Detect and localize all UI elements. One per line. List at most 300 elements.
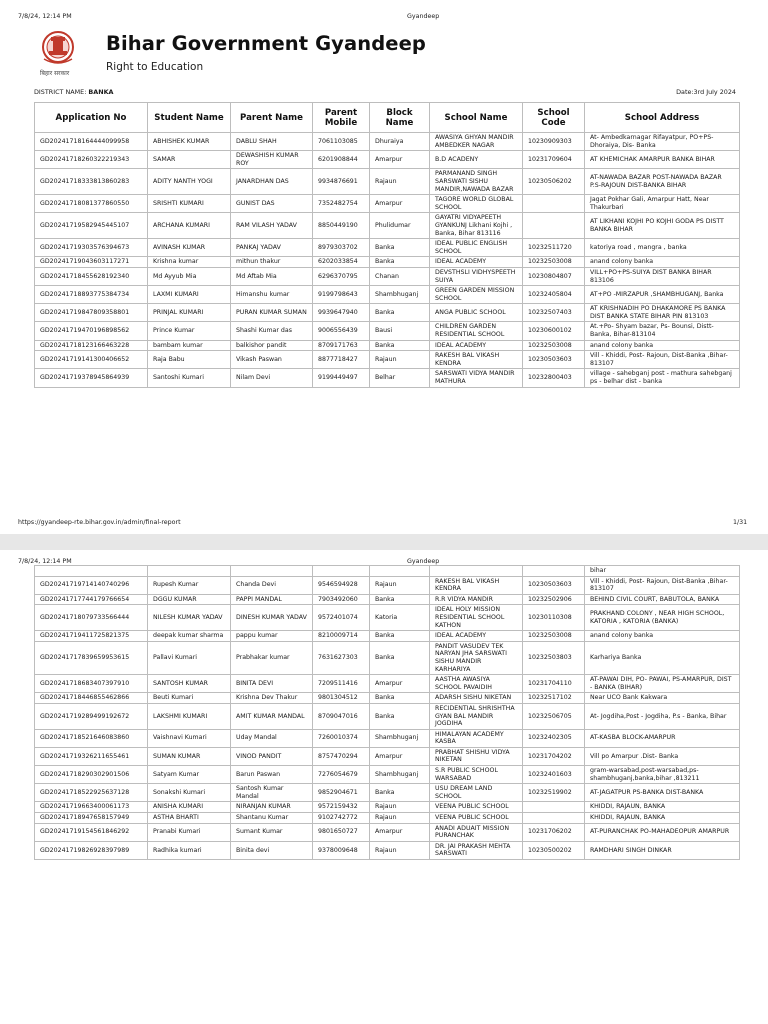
application-no-cell: GD20241719714140740296 bbox=[35, 576, 148, 594]
school-name-cell: USU DREAM LAND SCHOOL bbox=[430, 784, 523, 802]
school-name-cell: DEVSTHSLI VIDHYSPEETH SUIYA bbox=[430, 267, 523, 285]
school-address-cell: anand colony banka bbox=[585, 257, 740, 268]
table-row bbox=[35, 641, 740, 674]
block-name-cell: Belhar bbox=[370, 369, 430, 387]
student-name-cell: AVINASH KUMAR bbox=[148, 239, 231, 257]
school-address-cell: KHIDDI, RAJAUN, BANKA bbox=[585, 813, 740, 824]
parent-name-cell: RAM VILASH YADAV bbox=[231, 213, 313, 239]
school-code-cell: 10232503803 bbox=[523, 641, 585, 674]
district-value: BANKA bbox=[88, 88, 114, 96]
school-address-cell: Vill - Khiddi, Post- Rajoun, Dist-Banka ,Bihar-813107 bbox=[585, 576, 740, 594]
parent-name-cell: Barun Paswan bbox=[231, 766, 313, 784]
parent-mobile-cell bbox=[313, 566, 370, 577]
school-name-cell: SARSWATI VIDYA MANDIR MATHURA bbox=[430, 369, 523, 387]
print-site-name: Gyandeep bbox=[407, 13, 440, 20]
table-row bbox=[35, 576, 740, 594]
school-address-cell: Vill po Amarpur .Dist- Banka bbox=[585, 747, 740, 765]
student-name-cell: Sonakshi Kumari bbox=[148, 784, 231, 802]
application-no-cell: GD20241717744179766654 bbox=[35, 594, 148, 605]
application-no-cell: GD20241719663400061173 bbox=[35, 802, 148, 813]
school-code-cell bbox=[523, 213, 585, 239]
school-address-cell: RAMDHARI SINGH DINKAR bbox=[585, 841, 740, 859]
application-no-cell: GD20241718683407397910 bbox=[35, 675, 148, 693]
block-name-cell: Katoria bbox=[370, 605, 430, 631]
parent-mobile-cell: 8757470294 bbox=[313, 747, 370, 765]
application-no-cell: GD20241719582945445107 bbox=[35, 213, 148, 239]
student-name-cell: Raja Babu bbox=[148, 351, 231, 369]
student-name-cell: deepak kumar sharma bbox=[148, 631, 231, 642]
school-name-cell: AASTHA AWASIYA SCHOOL PAVAIDIH bbox=[430, 675, 523, 693]
table-row bbox=[35, 675, 740, 693]
col-block-name: Block Name bbox=[370, 103, 430, 133]
parent-name-cell: Krishna Dev Thakur bbox=[231, 693, 313, 704]
parent-mobile-cell: 8709047016 bbox=[313, 703, 370, 729]
student-name-cell: ABHISHEK KUMAR bbox=[148, 133, 231, 151]
application-no-cell: GD20241719303576394673 bbox=[35, 239, 148, 257]
school-address-cell: gram-warsabad,post-warsabad,ps-shambhuganj,banka,bihar ,813211 bbox=[585, 766, 740, 784]
school-code-cell: 10230110308 bbox=[523, 605, 585, 631]
block-name-cell: Banka bbox=[370, 594, 430, 605]
table-row bbox=[35, 213, 740, 239]
school-code-cell: 10232405804 bbox=[523, 286, 585, 304]
block-name-cell: Shambhuganj bbox=[370, 766, 430, 784]
block-name-cell: Amarpur bbox=[370, 823, 430, 841]
application-no-cell: GD20241718521646083860 bbox=[35, 729, 148, 747]
table-row bbox=[35, 351, 740, 369]
school-name-cell: AWASIYA GHYAN MANDIR AMBEDKER NAGAR bbox=[430, 133, 523, 151]
parent-name-cell: balkishor pandit bbox=[231, 340, 313, 351]
school-address-cell: anand colony banka bbox=[585, 340, 740, 351]
student-name-cell: ASTHA BHARTI bbox=[148, 813, 231, 824]
parent-mobile-cell: 7061103085 bbox=[313, 133, 370, 151]
parent-mobile-cell: 6201908844 bbox=[313, 151, 370, 169]
school-code-cell bbox=[523, 813, 585, 824]
school-address-cell: AT-KASBA BLOCK-AMARPUR bbox=[585, 729, 740, 747]
school-code-cell: 10232517102 bbox=[523, 693, 585, 704]
block-name-cell: Shambhuganj bbox=[370, 729, 430, 747]
application-no-cell: GD20241719847809358801 bbox=[35, 304, 148, 322]
parent-name-cell: Binita devi bbox=[231, 841, 313, 859]
bihar-emblem-logo bbox=[36, 29, 80, 79]
parent-mobile-cell: 7276054679 bbox=[313, 766, 370, 784]
col-school-address: School Address bbox=[585, 103, 740, 133]
table-row bbox=[35, 766, 740, 784]
school-name-cell: B.D ACADENY bbox=[430, 151, 523, 169]
block-name-cell: Amarpur bbox=[370, 675, 430, 693]
school-name-cell: VEENA PUBLIC SCHOOL bbox=[430, 802, 523, 813]
application-no-cell: GD20241718333813860283 bbox=[35, 169, 148, 195]
school-address-cell: KHIDDI, RAJAUN, BANKA bbox=[585, 802, 740, 813]
application-no-cell: GD20241719043603117271 bbox=[35, 257, 148, 268]
student-name-cell bbox=[148, 566, 231, 577]
student-name-cell: LAKSHMI KUMARI bbox=[148, 703, 231, 729]
student-name-cell: Beuti Kumari bbox=[148, 693, 231, 704]
table-row bbox=[35, 322, 740, 340]
table-row bbox=[35, 195, 740, 213]
block-name-cell: Banka bbox=[370, 257, 430, 268]
school-code-cell: 10231704110 bbox=[523, 675, 585, 693]
parent-mobile-cell: 6296370795 bbox=[313, 267, 370, 285]
school-code-cell bbox=[523, 195, 585, 213]
table-row bbox=[35, 566, 740, 577]
parent-mobile-cell: 7631627303 bbox=[313, 641, 370, 674]
student-name-cell: Satyam Kumar bbox=[148, 766, 231, 784]
school-name-cell: RAKESH BAL VIKASH KENDRA bbox=[430, 576, 523, 594]
application-no-cell: GD20241718079733566444 bbox=[35, 605, 148, 631]
school-code-cell: 10232503008 bbox=[523, 340, 585, 351]
school-name-cell: GREEN GARDEN MISSION SCHOOL bbox=[430, 286, 523, 304]
parent-name-cell: Uday Mandal bbox=[231, 729, 313, 747]
table-row bbox=[35, 747, 740, 765]
student-name-cell: Pallavi Kumari bbox=[148, 641, 231, 674]
student-name-cell: Vaishnavi Kumari bbox=[148, 729, 231, 747]
application-no-cell: GD20241719154561846292 bbox=[35, 823, 148, 841]
student-name-cell: bambam kumar bbox=[148, 340, 231, 351]
parent-name-cell: Santosh Kumar Mandal bbox=[231, 784, 313, 802]
school-name-cell: IDEAL PUBLIC ENGLISH SCHOOL bbox=[430, 239, 523, 257]
table-row bbox=[35, 631, 740, 642]
table-row bbox=[35, 304, 740, 322]
parent-mobile-cell: 9801650727 bbox=[313, 823, 370, 841]
school-address-cell: AT-JAGATPUR PS-BANKA DIST-BANKA bbox=[585, 784, 740, 802]
school-address-cell: BEHIND CIVIL COURT, BABUTOLA, BANKA bbox=[585, 594, 740, 605]
block-name-cell: Rajaun bbox=[370, 802, 430, 813]
block-name-cell: Banka bbox=[370, 304, 430, 322]
school-code-cell: 10231706202 bbox=[523, 823, 585, 841]
school-name-cell: GAYATRI VIDYAPEETH GYANKUNJ Likhani Kojhi , Banka, Bihar 813116 bbox=[430, 213, 523, 239]
student-name-cell: NILESH KUMAR YADAV bbox=[148, 605, 231, 631]
school-code-cell bbox=[523, 802, 585, 813]
table-row bbox=[35, 151, 740, 169]
school-code-cell: 10232511720 bbox=[523, 239, 585, 257]
school-name-cell: DR. JAI PRAKASH MEHTA SARSWATI bbox=[430, 841, 523, 859]
school-address-cell: PRAKHAND COLONY , NEAR HIGH SCHOOL, KATORIA , KATORIA (BANKA) bbox=[585, 605, 740, 631]
block-name-cell: Bausi bbox=[370, 322, 430, 340]
block-name-cell: Dhuraiya bbox=[370, 133, 430, 151]
parent-mobile-cell: 7209511416 bbox=[313, 675, 370, 693]
page-subtitle: Right to Education bbox=[106, 61, 204, 73]
parent-name-cell: BINITA DEVI bbox=[231, 675, 313, 693]
block-name-cell bbox=[370, 566, 430, 577]
parent-name-cell: Chanda Devi bbox=[231, 576, 313, 594]
application-no-cell: GD20241719289499192672 bbox=[35, 703, 148, 729]
parent-name-cell: Shashi Kumar das bbox=[231, 322, 313, 340]
parent-name-cell: Vikash Paswan bbox=[231, 351, 313, 369]
school-address-cell: AT-PAWAI DIH, PO- PAWAI, PS-AMARPUR, DIST - BANKA (BIHAR) bbox=[585, 675, 740, 693]
school-code-cell: 10232506705 bbox=[523, 703, 585, 729]
parent-name-cell: DEWASHISH KUMAR ROY bbox=[231, 151, 313, 169]
application-no-cell bbox=[35, 566, 148, 577]
school-address-cell: village - sahebganj post - mathura sahebganj ps - belhar dist - banka bbox=[585, 369, 740, 387]
application-no-cell: GD20241718947658157949 bbox=[35, 813, 148, 824]
application-no-cell: GD20241718164444099958 bbox=[35, 133, 148, 151]
school-address-cell: anand colony banka bbox=[585, 631, 740, 642]
parent-mobile-cell: 9939647940 bbox=[313, 304, 370, 322]
parent-mobile-cell: 9199798643 bbox=[313, 286, 370, 304]
emblem-caption: बिहार सरकार bbox=[40, 70, 70, 77]
parent-name-cell: JANARDHAN DAS bbox=[231, 169, 313, 195]
student-name-cell: Krishna kumar bbox=[148, 257, 231, 268]
parent-name-cell: pappu kumar bbox=[231, 631, 313, 642]
school-code-cell: 10230503603 bbox=[523, 576, 585, 594]
block-name-cell: Rajaun bbox=[370, 841, 430, 859]
school-address-cell: Jagat Pokhar Gali, Amarpur Hatt, Near Thakurbari bbox=[585, 195, 740, 213]
application-no-cell: GD20241718455628192340 bbox=[35, 267, 148, 285]
col-parent-name: Parent Name bbox=[231, 103, 313, 133]
school-code-cell: 10232503008 bbox=[523, 631, 585, 642]
parent-name-cell: DINESH KUMAR YADAV bbox=[231, 605, 313, 631]
table-row bbox=[35, 594, 740, 605]
school-name-cell: VEENA PUBLIC SCHOOL bbox=[430, 813, 523, 824]
school-name-cell: RAKESH BAL VIKASH KENDRA bbox=[430, 351, 523, 369]
parent-name-cell: VINOD PANDIT bbox=[231, 747, 313, 765]
application-no-cell: GD20241719141300406652 bbox=[35, 351, 148, 369]
student-name-cell: LAXMI KUMARI bbox=[148, 286, 231, 304]
school-name-cell: TAGORE WORLD GLOBAL SCHOOL bbox=[430, 195, 523, 213]
table-header-row bbox=[35, 103, 740, 133]
page-title: Bihar Government Gyandeep bbox=[106, 32, 426, 55]
parent-name-cell: Prabhakar kumar bbox=[231, 641, 313, 674]
school-address-cell: AT-NAWADA BAZAR POST-NAWADA BAZAR P.S-RAJOUN DIST-BANKA BIHAR bbox=[585, 169, 740, 195]
student-name-cell: ADITY NANTH YOGI bbox=[148, 169, 231, 195]
application-no-cell: GD20241718123166463228 bbox=[35, 340, 148, 351]
application-no-cell: GD20241718290302901506 bbox=[35, 766, 148, 784]
applications-table-continued bbox=[34, 565, 740, 860]
table-row bbox=[35, 813, 740, 824]
school-name-cell: IDEAL ACADEMY bbox=[430, 257, 523, 268]
school-address-cell: Karhariya Banka bbox=[585, 641, 740, 674]
parent-name-cell: Himanshu kumar bbox=[231, 286, 313, 304]
application-no-cell: GD20241719378945864939 bbox=[35, 369, 148, 387]
page-number: 1/31 bbox=[733, 519, 748, 526]
table-row bbox=[35, 369, 740, 387]
application-no-cell: GD20241718446855462866 bbox=[35, 693, 148, 704]
block-name-cell: Shambhuganj bbox=[370, 286, 430, 304]
table-row bbox=[35, 605, 740, 631]
parent-mobile-cell: 9006556439 bbox=[313, 322, 370, 340]
school-code-cell: 10230600102 bbox=[523, 322, 585, 340]
table-row bbox=[35, 784, 740, 802]
table-row bbox=[35, 257, 740, 268]
block-name-cell: Banka bbox=[370, 784, 430, 802]
parent-mobile-cell: 9852904671 bbox=[313, 784, 370, 802]
school-name-cell: IDEAL ACADEMY bbox=[430, 631, 523, 642]
parent-mobile-cell: 7352482754 bbox=[313, 195, 370, 213]
parent-mobile-cell: 7260010374 bbox=[313, 729, 370, 747]
school-name-cell: PARMANAND SINGH SARSWATI SISHU MANDIR,NAWADA BAZAR bbox=[430, 169, 523, 195]
parent-name-cell: mithun thakur bbox=[231, 257, 313, 268]
parent-mobile-cell: 9102742772 bbox=[313, 813, 370, 824]
application-no-cell: GD20241718893775384734 bbox=[35, 286, 148, 304]
student-name-cell: Md Ayyub Mia bbox=[148, 267, 231, 285]
school-name-cell: R.R VIDYA MANDIR bbox=[430, 594, 523, 605]
school-address-cell: At- Ambedkarnagar Rifayatpur, PO+PS- Dhoraiya, Dis- Banka bbox=[585, 133, 740, 151]
school-name-cell: ADARSH SISHU NIKETAN bbox=[430, 693, 523, 704]
parent-mobile-cell: 8709171763 bbox=[313, 340, 370, 351]
parent-mobile-cell: 6202033854 bbox=[313, 257, 370, 268]
student-name-cell: PRINJAL KUMARI bbox=[148, 304, 231, 322]
parent-name-cell: GUNIST DAS bbox=[231, 195, 313, 213]
parent-name-cell: PAPPI MANDAL bbox=[231, 594, 313, 605]
school-code-cell: 10232401603 bbox=[523, 766, 585, 784]
table-row bbox=[35, 693, 740, 704]
student-name-cell: Santoshi Kumari bbox=[148, 369, 231, 387]
parent-name-cell: PURAN KUMAR SUMAN bbox=[231, 304, 313, 322]
school-address-cell: At.+Po- Shyam bazar, Ps- Bounsi, Distt- Banka, Bihar-813104 bbox=[585, 322, 740, 340]
school-address-cell: bihar bbox=[585, 566, 740, 577]
student-name-cell: DGGU KUMAR bbox=[148, 594, 231, 605]
parent-name-cell: Md Aftab Mia bbox=[231, 267, 313, 285]
block-name-cell: Rajaun bbox=[370, 169, 430, 195]
student-name-cell: Pranabi Kumari bbox=[148, 823, 231, 841]
school-address-cell: AT KRISHNADIH PO DHAKAMORE PS BANKA DIST BANKA STATE BIHAR PIN 813103 bbox=[585, 304, 740, 322]
school-code-cell: 10230503603 bbox=[523, 351, 585, 369]
application-no-cell: GD20241718260322219343 bbox=[35, 151, 148, 169]
student-name-cell: Radhika kumari bbox=[148, 841, 231, 859]
application-no-cell: GD20241719470196898562 bbox=[35, 322, 148, 340]
block-name-cell: Chanan bbox=[370, 267, 430, 285]
school-code-cell: 10230500202 bbox=[523, 841, 585, 859]
table-row bbox=[35, 729, 740, 747]
school-address-cell: Near UCO Bank Kakwara bbox=[585, 693, 740, 704]
parent-mobile-cell: 9934876691 bbox=[313, 169, 370, 195]
school-name-cell: IDEAL ACADEMY bbox=[430, 340, 523, 351]
school-code-cell: 10230804807 bbox=[523, 267, 585, 285]
application-no-cell: GD20241718081377860550 bbox=[35, 195, 148, 213]
parent-mobile-cell: 9378009648 bbox=[313, 841, 370, 859]
block-name-cell: Amarpur bbox=[370, 195, 430, 213]
student-name-cell: SAMAR bbox=[148, 151, 231, 169]
table-row bbox=[35, 267, 740, 285]
col-application-no: Application No bbox=[35, 103, 148, 133]
parent-name-cell: Sumant Kumar bbox=[231, 823, 313, 841]
school-code-cell: 10232800403 bbox=[523, 369, 585, 387]
table-row bbox=[35, 841, 740, 859]
print-url: https://gyandeep-rte.bihar.gov.in/admin/final-report bbox=[18, 519, 181, 526]
school-code-cell: 10231704202 bbox=[523, 747, 585, 765]
application-no-cell: GD20241719411725821375 bbox=[35, 631, 148, 642]
parent-name-cell: PANKAJ YADAV bbox=[231, 239, 313, 257]
parent-name-cell: Shantanu Kumar bbox=[231, 813, 313, 824]
school-name-cell: HIMALAYAN ACADEMY KASBA bbox=[430, 729, 523, 747]
col-school-code: School Code bbox=[523, 103, 585, 133]
student-name-cell: SRISHTI KUMARI bbox=[148, 195, 231, 213]
school-name-cell bbox=[430, 566, 523, 577]
parent-name-cell: Nilam Devi bbox=[231, 369, 313, 387]
district-label: DISTRICT NAME: bbox=[34, 88, 87, 96]
school-code-cell: 10232402305 bbox=[523, 729, 585, 747]
parent-mobile-cell: 7903492060 bbox=[313, 594, 370, 605]
parent-name-cell: DABLU SHAH bbox=[231, 133, 313, 151]
parent-mobile-cell: 9572401074 bbox=[313, 605, 370, 631]
print-datetime: 7/8/24, 12:14 PM bbox=[18, 558, 72, 565]
table-row bbox=[35, 169, 740, 195]
col-parent-mobile: Parent Mobile bbox=[313, 103, 370, 133]
school-address-cell: AT KHEMICHAK AMARPUR BANKA BIHAR bbox=[585, 151, 740, 169]
school-name-cell: CHILDREN GARDEN RESIDENTIAL SCHOOL bbox=[430, 322, 523, 340]
school-name-cell: S.R PUBLIC SCHOOL WARSABAD bbox=[430, 766, 523, 784]
district-line bbox=[34, 88, 113, 96]
school-code-cell: 10232507403 bbox=[523, 304, 585, 322]
table-row bbox=[35, 239, 740, 257]
school-code-cell: 10230909303 bbox=[523, 133, 585, 151]
block-name-cell: Rajaun bbox=[370, 813, 430, 824]
student-name-cell: ANISHA KUMARI bbox=[148, 802, 231, 813]
student-name-cell: SANTOSH KUMAR bbox=[148, 675, 231, 693]
school-address-cell: Vill - Khiddi, Post- Rajoun, Dist-Banka ,Bihar-813107 bbox=[585, 351, 740, 369]
block-name-cell: Banka bbox=[370, 703, 430, 729]
parent-mobile-cell: 9199449497 bbox=[313, 369, 370, 387]
print-site-name: Gyandeep bbox=[407, 558, 440, 565]
col-school-name: School Name bbox=[430, 103, 523, 133]
parent-name-cell: NIRANJAN KUMAR bbox=[231, 802, 313, 813]
school-name-cell: RECIDENTIAL SHRISHTHA GYAN BAL MANDIR JOGDIHA bbox=[430, 703, 523, 729]
parent-mobile-cell: 8979303702 bbox=[313, 239, 370, 257]
application-no-cell: GD20241717839659953615 bbox=[35, 641, 148, 674]
school-address-cell: AT+PO -MIRZAPUR ,SHAMBHUGANJ, Banka bbox=[585, 286, 740, 304]
application-no-cell: GD20241719826928397989 bbox=[35, 841, 148, 859]
block-name-cell: Rajaun bbox=[370, 576, 430, 594]
parent-mobile-cell: 9801304512 bbox=[313, 693, 370, 704]
parent-mobile-cell: 9546594928 bbox=[313, 576, 370, 594]
table-row bbox=[35, 133, 740, 151]
block-name-cell: Banka bbox=[370, 340, 430, 351]
school-name-cell: IDEAL HOLY MISSION RESIDENTIAL SCHOOL KATHON bbox=[430, 605, 523, 631]
applications-table bbox=[34, 102, 740, 388]
parent-name-cell: AMIT KUMAR MANDAL bbox=[231, 703, 313, 729]
school-name-cell: ANADI ADUAIT MISSION PURANCHAK bbox=[430, 823, 523, 841]
school-code-cell bbox=[523, 566, 585, 577]
block-name-cell: Banka bbox=[370, 631, 430, 642]
school-address-cell: katoriya road , mangra , banka bbox=[585, 239, 740, 257]
table-row bbox=[35, 802, 740, 813]
table-row bbox=[35, 340, 740, 351]
report-page-2 bbox=[0, 550, 768, 1024]
student-name-cell: Rupesh Kumar bbox=[148, 576, 231, 594]
print-datetime: 7/8/24, 12:14 PM bbox=[18, 13, 72, 20]
parent-mobile-cell: 9572159432 bbox=[313, 802, 370, 813]
school-address-cell: AT-PURANCHAK PO-MAHADEOPUR AMARPUR bbox=[585, 823, 740, 841]
table-row bbox=[35, 286, 740, 304]
parent-mobile-cell: 8210009714 bbox=[313, 631, 370, 642]
table-row bbox=[35, 823, 740, 841]
school-code-cell: 10232502906 bbox=[523, 594, 585, 605]
block-name-cell: Banka bbox=[370, 239, 430, 257]
block-name-cell: Rajaun bbox=[370, 351, 430, 369]
application-no-cell: GD20241718522925637128 bbox=[35, 784, 148, 802]
parent-mobile-cell: 8877718427 bbox=[313, 351, 370, 369]
block-name-cell: Banka bbox=[370, 693, 430, 704]
student-name-cell: Prince Kumar bbox=[148, 322, 231, 340]
school-code-cell: 10230506202 bbox=[523, 169, 585, 195]
block-name-cell: Banka bbox=[370, 641, 430, 674]
report-date: Date:3rd July 2024 bbox=[676, 88, 736, 96]
parent-mobile-cell: 8850449190 bbox=[313, 213, 370, 239]
parent-name-cell bbox=[231, 566, 313, 577]
table-row bbox=[35, 703, 740, 729]
school-name-cell: PANDIT VASUDEV TEK NARYAN JHA SARSWATI SISHU MANDIR KARHARIYA bbox=[430, 641, 523, 674]
school-address-cell: At- Jogdiha,Post - Jogdiha, P.s - Banka, Bihar bbox=[585, 703, 740, 729]
col-student-name: Student Name bbox=[148, 103, 231, 133]
school-address-cell: AT LIKHANI KOJHI PO KOJHI GODA PS DISTT BANKA BIHAR bbox=[585, 213, 740, 239]
application-no-cell: GD20241719326211655461 bbox=[35, 747, 148, 765]
school-name-cell: PRABHAT SHISHU VIDYA NIKETAN bbox=[430, 747, 523, 765]
school-code-cell: 10232519902 bbox=[523, 784, 585, 802]
block-name-cell: Phulidumar bbox=[370, 213, 430, 239]
school-code-cell: 10232503008 bbox=[523, 257, 585, 268]
student-name-cell: SUMAN KUMAR bbox=[148, 747, 231, 765]
block-name-cell: Amarpur bbox=[370, 747, 430, 765]
